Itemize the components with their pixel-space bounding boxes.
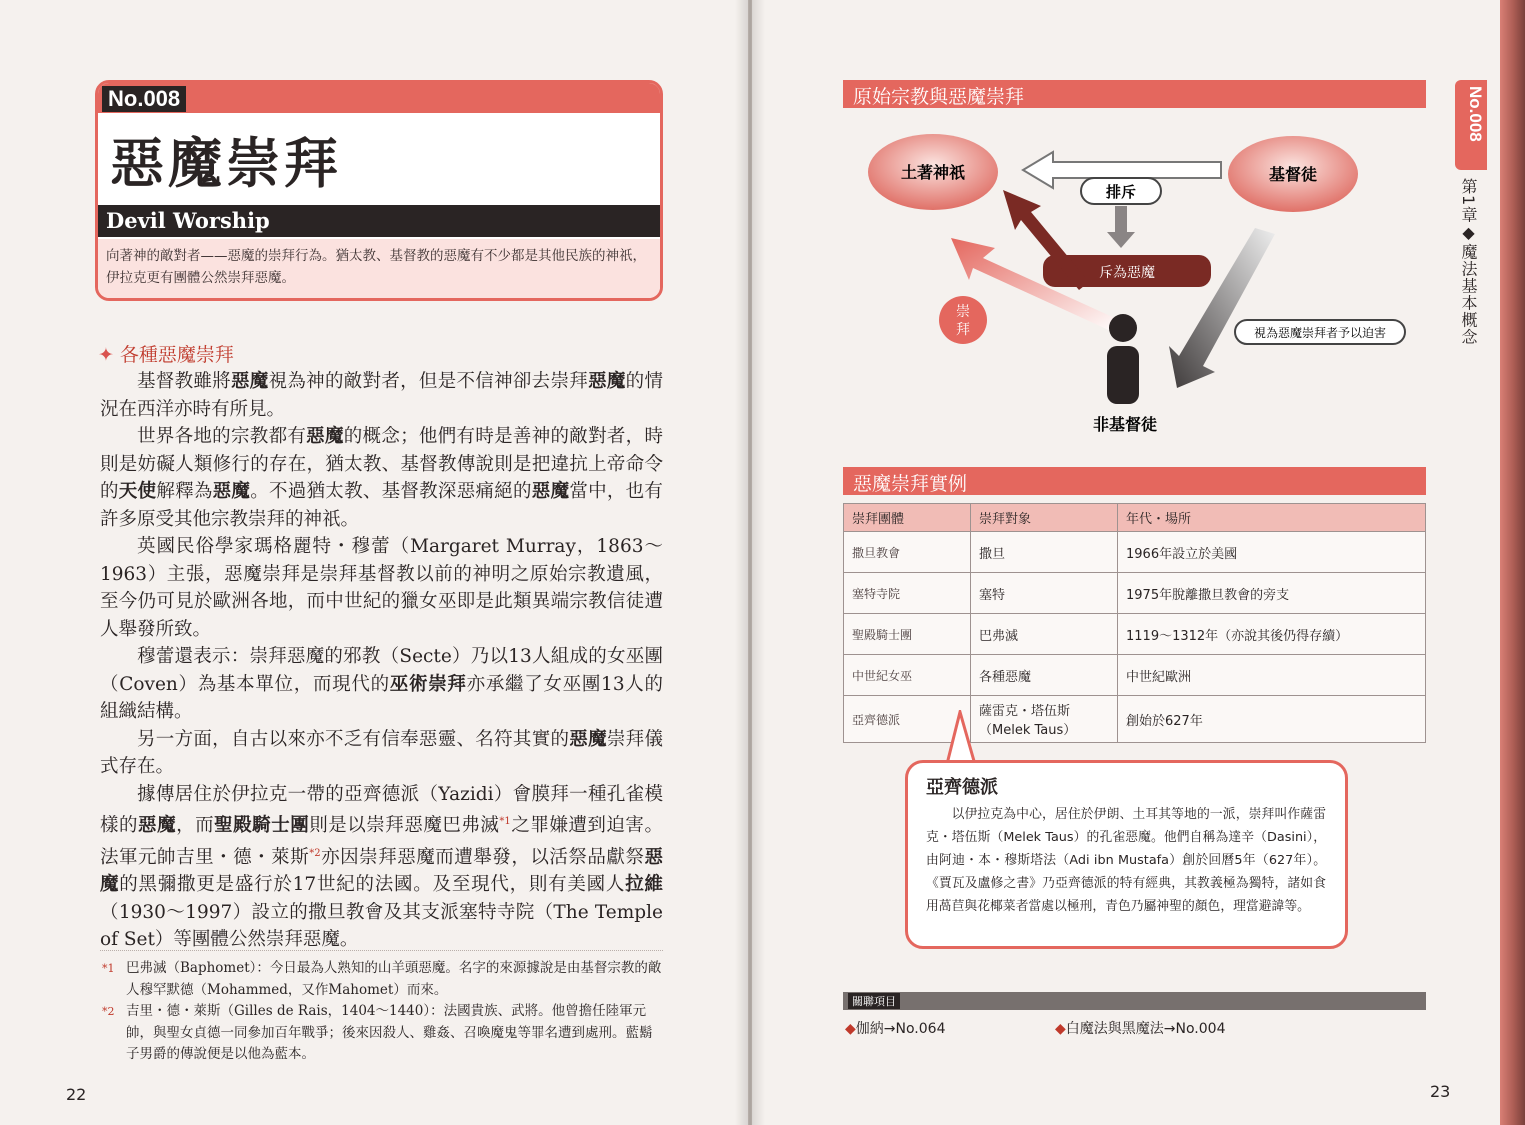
non-christian-label: 非基督徒 [1092, 415, 1158, 434]
table-cell: 薩雷克・塔伍斯（Melek Taus） [971, 696, 1118, 743]
examples-table [843, 503, 1426, 743]
callout-text: 以伊拉克為中心，居住於伊朗、土耳其等地的一派，崇拜叫作薩雷克・塔伍斯（Melek Taus）的孔雀惡魔。他們自稱為達辛（Dasini），由阿迪・本・穆斯塔法（Adi ibn Mustafa）創於回曆5年（627年）。《賈瓦及盧修之書》乃亞齊德派的特有經典，其教義極為獨特，諸如食用萵苣與花椰菜者當處以極刑，青色乃屬神聖的顏色，理當避諱等。 [926, 807, 1326, 914]
table-cell: 中世紀女巫 [844, 655, 971, 696]
diamond-icon: ✦ [98, 344, 114, 366]
relation-diagram [843, 120, 1426, 450]
table-header: 崇拜團體 [844, 504, 971, 532]
exclude-label: 排斥 [1105, 183, 1137, 201]
table-cell: 創始於627年 [1118, 696, 1426, 743]
paragraph: 英國民俗學家瑪格麗特・穆蕾（Margaret Murray，1863〜1963）主張，惡魔崇拜是崇拜基督教以前的神明之原始宗教遺風，至今仍可見於歐洲各地，而中世紀的獵女巫即是此類異端宗教信徒遭人舉發所致。 [100, 536, 663, 640]
table-header: 年代・場所 [1118, 504, 1426, 532]
table-cell: 塞特寺院 [844, 573, 971, 614]
footnote-text: 吉里・德・萊斯（Gilles de Rais，1404〜1440）：法國貴族、武將。他曾擔任陸軍元帥，與聖女貞德一同參加百年戰爭；後來因殺人、雞姦、召喚魔鬼等罪名遭到處刑。藍鬍子男爵的傳說便是以他為藍本。 [126, 1003, 653, 1062]
title-box [95, 80, 663, 301]
yazidi-callout [905, 760, 1348, 949]
table-row [844, 573, 1426, 614]
table-row [844, 655, 1426, 696]
christians-label: 基督徒 [1268, 165, 1318, 184]
diamond-icon: ◆ [845, 1021, 856, 1037]
paragraph: 世界各地的宗教都有惡魔的概念；他們有時是善神的敵對者，時則是妨礙人類修行的存在，猶太教、基督教傳說則是把違抗上帝命令的天使解釋為惡魔。不過猶太教、基督教深惡痛絕的惡魔當中，也有許多原受其他宗教崇拜的神祇。 [100, 426, 663, 530]
section-heading [98, 340, 234, 367]
persecute-arrow [1169, 228, 1275, 388]
table-cell: 1966年設立於美國 [1118, 532, 1426, 573]
table-row [844, 532, 1426, 573]
book-gutter [735, 0, 765, 1125]
table-cell: 撒旦教會 [844, 532, 971, 573]
table-header: 崇拜對象 [971, 504, 1118, 532]
related-link-ganesha[interactable] [845, 1018, 945, 1038]
table-cell: 1975年脫離撒旦教會的旁支 [1118, 573, 1426, 614]
side-tab-number: No.008 [1466, 86, 1485, 142]
body-text [100, 368, 663, 954]
table-cell: 中世紀歐洲 [1118, 655, 1426, 696]
table-cell: 撒旦 [971, 532, 1118, 573]
footnote-mark: *2 [102, 1005, 115, 1018]
table-header-row [844, 504, 1426, 532]
entry-number: No.008 [102, 86, 186, 112]
persecute-label: 視為惡魔崇拜者予以迫害 [1253, 326, 1387, 340]
side-chapter-label: 第1章◆魔法基本概念 [1459, 178, 1478, 346]
table-cell: 塞特 [971, 573, 1118, 614]
table-cell: 各種惡魔 [971, 655, 1118, 696]
related-bar [843, 992, 1426, 1010]
callout-title: 亞齊德派 [926, 777, 998, 798]
footnote-divider [100, 950, 663, 951]
footnote [100, 1001, 665, 1066]
related-title: 關聯項目 [848, 993, 900, 1009]
section-heading-text: 各種惡魔崇拜 [119, 344, 234, 366]
footnote [100, 958, 665, 1001]
footnotes [100, 958, 665, 1066]
section-band-religion [843, 80, 1426, 108]
paragraph: 穆蕾還表示：崇拜惡魔的邪教（Secte）乃以13人組成的女巫團（Coven）為基本單位，而現代的巫術崇拜亦承繼了女巫團13人的組織結構。 [100, 646, 663, 722]
english-title: Devil Worship [106, 208, 270, 233]
page-number-left: 22 [66, 1085, 87, 1104]
person-icon [1107, 314, 1139, 404]
page-number-right: 23 [1430, 1082, 1451, 1101]
paragraph: 基督教雖將惡魔視為神的敵對者，但是不信神卻去崇拜惡魔的情況在西洋亦時有所見。 [100, 371, 663, 420]
section-title: 原始宗教與惡魔崇拜 [853, 86, 1025, 108]
paragraph: 據傳居住於伊拉克一帶的亞齊德派（Yazidi）會膜拜一種孔雀模樣的惡魔，而聖殿騎士團則是以崇拜惡魔巴弗滅$^{*1}$之罪嫌遭到迫害。法軍元帥吉里・德・萊斯$^{*2}$亦因崇拜惡魔而遭舉發，以活祭品獻祭惡魔的黑彌撒更是盛行於17世紀的法國。及至現代，則有美國人拉維（1930〜1997）設立的撒旦教會及其支派塞特寺院（The Temple of Set）等團體公然崇拜惡魔。 [100, 783, 663, 951]
demonize-label: 斥為惡魔 [1099, 265, 1155, 281]
diamond-icon: ◆ [1055, 1021, 1066, 1037]
summary-text: 向著神的敵對者——惡魔的崇拜行為。猶太教、基督教的惡魔有不少都是其他民族的神祇，伊拉克更有團體公然崇拜惡魔。 [106, 248, 646, 286]
page-title: 惡魔崇拜 [110, 132, 342, 195]
worship-label-2: 拜 [956, 322, 970, 338]
footnote-text: 巴弗滅（Baphomet）：今日最為人熟知的山羊頭惡魔。名字的來源據說是由基督宗教的敵人穆罕默德（Mohammed，又作Mahomet）而來。 [126, 960, 662, 998]
related-ref: →No.064 [883, 1021, 946, 1037]
section-title: 惡魔崇拜實例 [853, 473, 968, 495]
table-row [844, 696, 1426, 743]
table-row [844, 614, 1426, 655]
native-gods-label: 土著神祇 [900, 163, 966, 182]
footnote-mark: *1 [102, 962, 115, 975]
worship-label-1: 崇 [956, 304, 970, 320]
down-arrow [1107, 206, 1135, 248]
section-band-examples [843, 467, 1426, 495]
table-cell: 巴弗滅 [971, 614, 1118, 655]
related-link-magic[interactable] [1055, 1018, 1225, 1038]
table-cell: 1119〜1312年（亦說其後仍得存續） [1118, 614, 1426, 655]
related-ref: →No.004 [1163, 1021, 1226, 1037]
related-label: 伽納 [855, 1021, 884, 1037]
page-edge [1500, 0, 1525, 1125]
table-cell: 聖殿騎士團 [844, 614, 971, 655]
related-label: 白魔法與黑魔法 [1065, 1021, 1164, 1037]
table-cell: 亞齊德派 [844, 696, 971, 743]
paragraph: 另一方面，自古以來亦不乏有信奉惡靈、名符其實的惡魔崇拜儀式存在。 [100, 728, 663, 777]
